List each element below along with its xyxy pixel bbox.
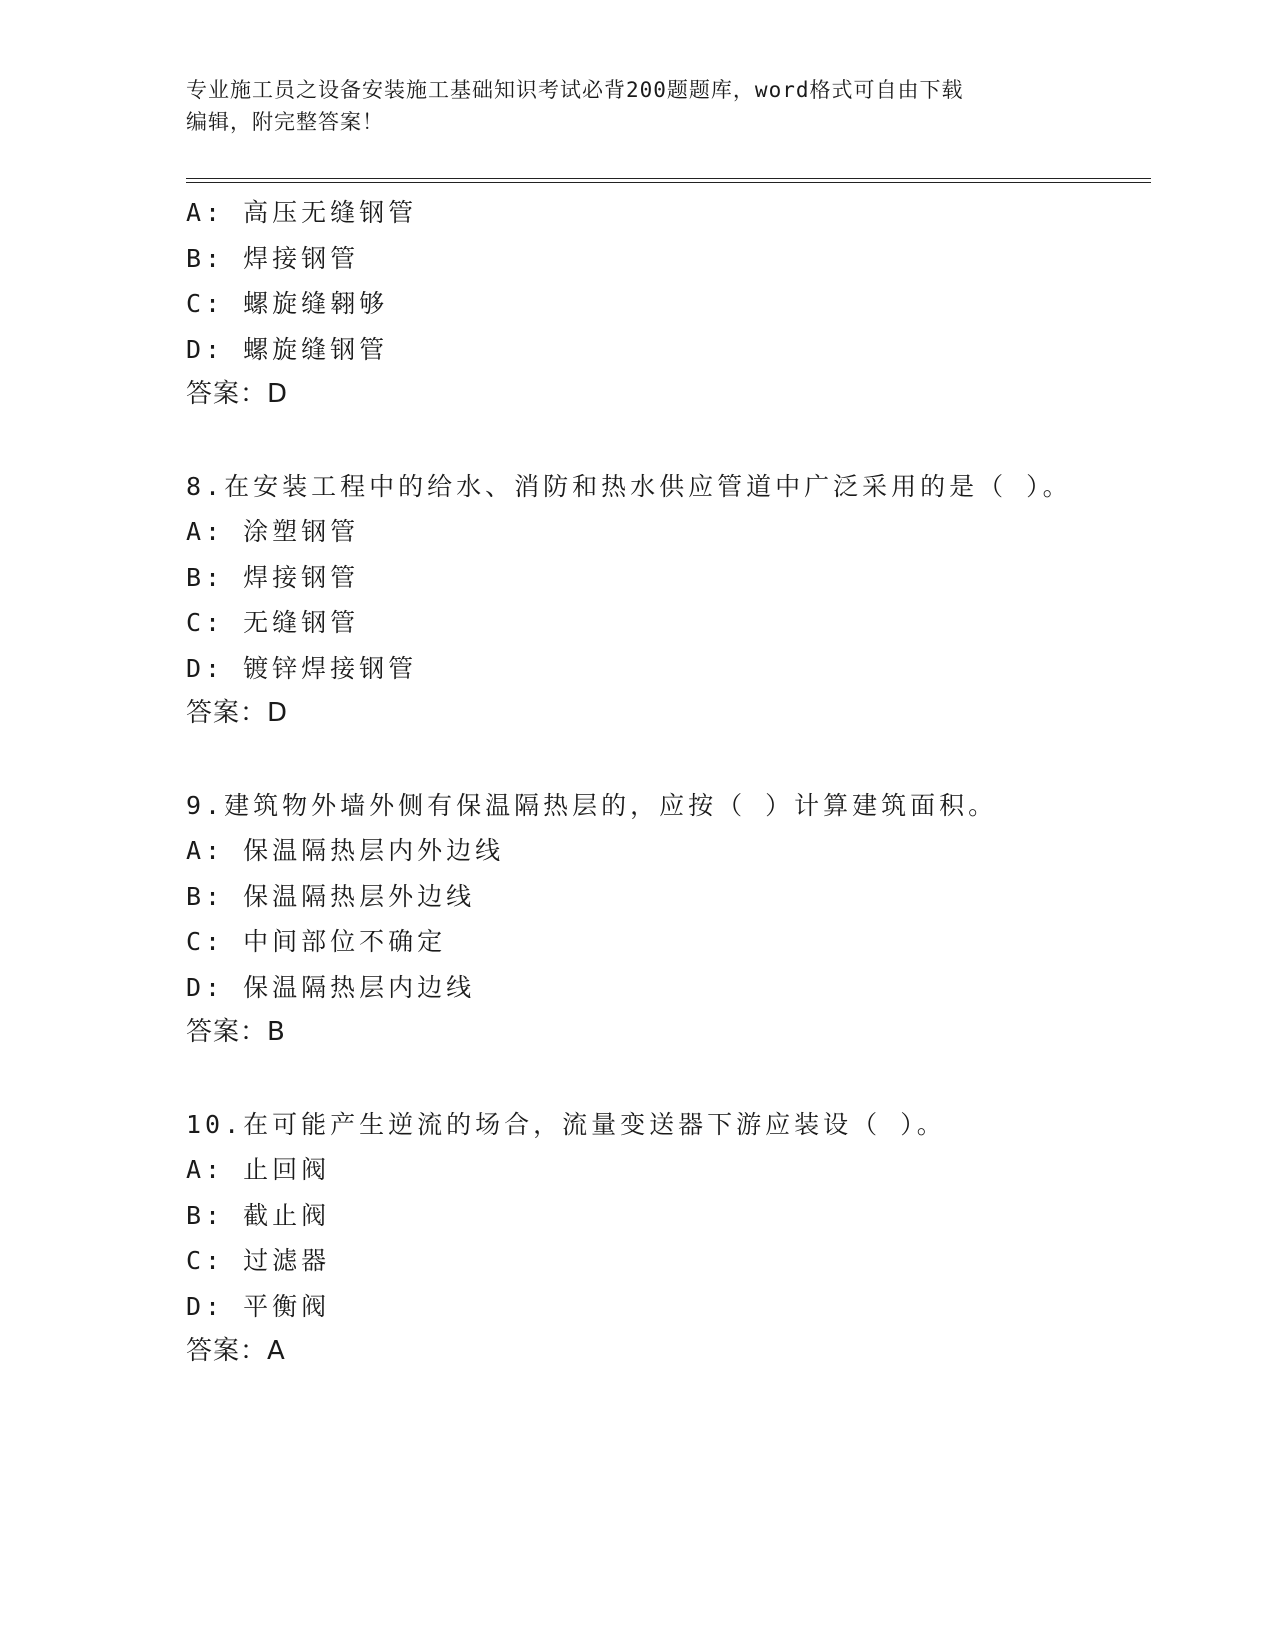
- q8-option-c: C: 无缝钢管: [186, 608, 360, 637]
- q8-option-d: D: 镀锌焊接钢管: [186, 653, 418, 683]
- spacer: [186, 418, 1151, 464]
- spacer: [186, 1056, 1151, 1102]
- q9-option-a: A: 保温隔热层内外边线: [186, 836, 505, 865]
- question-10: [186, 1102, 1151, 1375]
- document-header: [186, 74, 1066, 138]
- question-7: [186, 190, 1151, 418]
- q8-answer: 答案：D: [186, 698, 289, 728]
- q10-option-d: D: 平衡阀: [186, 1291, 331, 1321]
- question-8: [186, 464, 1151, 737]
- q7-option-c: C: 螺旋缝翱够: [186, 289, 389, 318]
- q10-question-text: 10.在可能产生逆流的场合，流量变送器下游应装设（ ）。: [186, 1109, 946, 1139]
- question-list: [186, 190, 1151, 1375]
- q8-option-b: B: 焊接钢管: [186, 562, 360, 592]
- q10-option-b: B: 截止阀: [186, 1200, 331, 1230]
- q10-option-a: A: 止回阀: [186, 1155, 331, 1184]
- q9-option-b: B: 保温隔热层外边线: [186, 881, 476, 911]
- q10-option-c: C: 过滤器: [186, 1246, 331, 1275]
- header-title-line-2: 编辑，附完整答案！: [186, 110, 384, 134]
- q7-option-b: B: 焊接钢管: [186, 243, 360, 273]
- header-title-line-1: 专业施工员之设备安装施工基础知识考试必背200题题库，word格式可自由下载: [186, 78, 964, 102]
- spacer: [186, 737, 1151, 783]
- question-9: [186, 783, 1151, 1056]
- q7-option-d: D: 螺旋缝钢管: [186, 334, 389, 364]
- q9-option-c: C: 中间部位不确定: [186, 927, 447, 956]
- header-divider-top: [186, 178, 1151, 179]
- q8-option-a: A: 涂塑钢管: [186, 517, 360, 546]
- header-divider-bottom: [186, 182, 1151, 183]
- q8-question-text: 8.在安装工程中的给水、消防和热水供应管道中广泛采用的是（ ）。: [186, 471, 1072, 501]
- q9-question-text: 9.建筑物外墙外侧有保温隔热层的，应按（ ）计算建筑面积。: [186, 790, 998, 820]
- q10-answer: 答案：A: [186, 1336, 286, 1366]
- q7-option-a: A: 高压无缝钢管: [186, 198, 418, 227]
- q9-option-d: D: 保温隔热层内边线: [186, 972, 476, 1002]
- q7-answer: 答案：D: [186, 379, 289, 409]
- q9-answer: 答案：B: [186, 1017, 286, 1047]
